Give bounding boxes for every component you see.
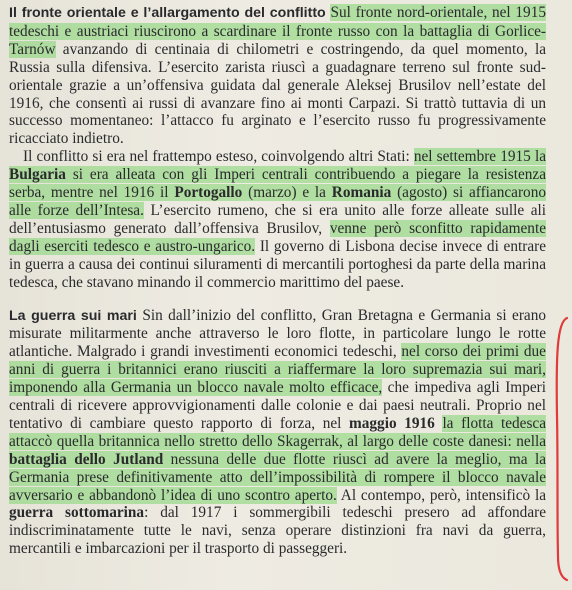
highlighted-text: Sul fronte nord-orientale, nel 1915 tedeschi e austriaci riuscirono a scardinare il fronte russo con la battaglia di Gorlice-Tarnów — [9, 4, 546, 58]
text-run: Sin dall’inizio del conflitto, Gran Bretagna e Germania si erano misurate militarmente anche attraverso le loro flotte, in particolare lungo le rotte atlantiche. Malgrado i grandi investimenti economici tedeschi, — [9, 306, 546, 361]
section-heading-eastern-front: Il fronte orientale e l’allargamento del conflitto — [9, 5, 326, 21]
bold-term: guerra sottomarina — [9, 504, 145, 522]
paragraph-text — [9, 4, 546, 147]
text-run: avanzando di centinaia di chilometri e costringendo, da quel momento, la Russia sulla difensiva. L’esercito zarista riuscì a guadagnare terreno sul fronte sud-orientale grazie a un’offensiva guidata dal generale Aleksej Brusilov nell’estate del 1916, che consentì ai russi di avanzare fino ai monti Carpazi. Si trattò tuttavia di un successo momentaneo: l’attacco fu arginato e l’esercito russo fu progressivamente ricacciato indietro. — [9, 40, 546, 148]
highlighted-text: venne però sconfitto rapidamente dagli eserciti tedesco e austro-ungarico. — [9, 219, 546, 255]
bold-term: Romania — [331, 184, 392, 202]
bold-term: Portogallo — [174, 184, 243, 202]
bold-term: battaglia dello Jutland — [9, 450, 164, 468]
text-run: : dal 1917 i sommergibili tedeschi presero ad affondare indiscriminatamente tutte le navi, senza operare distinzioni fra navi da guerra, mercantili e imbarcazioni per il trasporto di passeggeri. — [9, 504, 546, 558]
text-run: Il conflitto si era nel frattempo esteso, coinvolgendo altri Stati: — [23, 148, 414, 166]
highlighted-text: la flotta tedesca attaccò quella britannica nello stretto dello Skagerrak, al largo delle coste danesi: nella — [9, 414, 547, 450]
paragraph-naval-war — [9, 307, 546, 559]
highlighted-text: nel corso dei primi due anni di guerra i britannici erano riusciti a riaffermare la loro supremazia sui mari, imponendo alla Germania un blocco navale molto efficace, — [9, 343, 546, 397]
text-run: che impediva agli Imperi centrali di ricevere approvvigionamenti dalle colonie e dai paesi neutrali. Proprio nel tentativo di cambiare questo rapporto di forza, nel — [9, 379, 546, 432]
paragraph-gap — [9, 292, 546, 307]
bold-term: Bulgaria — [9, 166, 66, 184]
text-run: Il governo di Lisbona decise invece di entrare in guerra a causa dei continui siluramenti di mercantili portoghesi da parte della marina tedesca, che stavano minando il commercio marittimo del paese. — [9, 237, 546, 291]
highlighted-text: nel settembre 1915 la — [413, 148, 546, 166]
paragraph-eastern-front — [9, 4, 546, 148]
red-bracket-icon — [553, 316, 569, 582]
highlighted-text: si era alleata con gli Imperi centrali contribuendo a piegare la resistenza serba, mentre nel 1916 il — [9, 166, 546, 202]
highlighted-text: (agosto) si affiancarono alle forze dell’Intesa. — [9, 184, 546, 219]
paragraph-text — [9, 307, 546, 558]
bold-term: maggio 1916 — [349, 414, 435, 432]
section-heading-naval-war: La guerra sui mari — [9, 307, 137, 324]
highlighted-text: (marzo) e la — [242, 184, 332, 202]
paragraph-war-expansion — [9, 148, 546, 291]
text-run: Al contempo, però, intensificò la — [336, 486, 546, 504]
text-run: L’esercito rumeno, che si era unito alle forze alleate sulle ali dell’entusiasmo generato dall’offensiva Brusilov, — [9, 201, 546, 237]
highlighted-text: nessuna delle due flotte riuscì ad avere la meglio, ma la Germania prese definitivamente atto dell’impossibilità di rompere il blocco navale avversario e abbandonò l’idea di uno scontro aperto. — [9, 450, 547, 504]
